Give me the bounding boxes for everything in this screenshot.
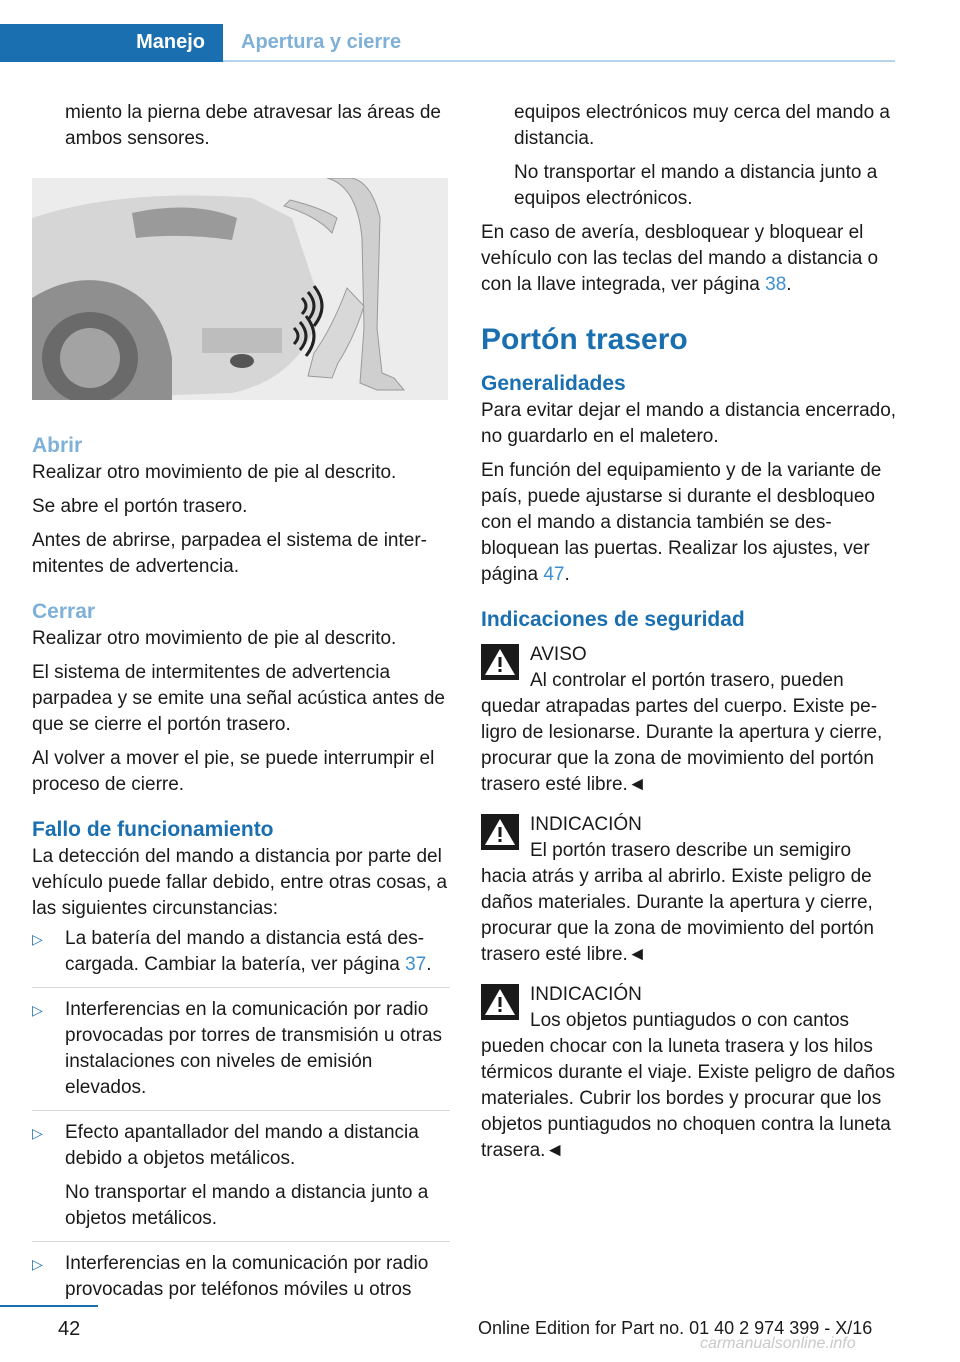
fallo-intro: La detección del mando a distancia por parte del vehículo puede fallar debido, entre otras cosas, a las siguientes circunstancias: (32, 846, 448, 919)
porton-heading: Portón trasero (481, 323, 688, 356)
averia-text: En caso de avería, desbloquear y bloquear el vehículo con las teclas del mando a distancia o con la llave integrada, ver página (481, 222, 879, 295)
warning-rest: hacia atrás y arriba al abrirlo. Existe peligro de daños materiales. Durante la apertura y cierre, procurar que la zona de movimiento del portón trasero esté libre.◄ (481, 866, 874, 965)
section-tab (0, 24, 223, 62)
abrir-p1: Realizar otro movimiento de pie al descrito. (32, 462, 397, 483)
warning-triangle-icon (481, 644, 519, 680)
footer-divider (0, 1305, 98, 1307)
triangle-bullet-icon: ▷ (32, 1125, 43, 1141)
page-link-38[interactable]: 38 (765, 274, 787, 295)
left-column (32, 100, 450, 1321)
right-column (481, 100, 901, 1178)
warning-title: INDICACIÓN (530, 814, 642, 835)
triangle-bullet-icon: ▷ (32, 1002, 43, 1018)
warning-rest: pueden chocar con la luneta trasera y los hilos térmicos durante el viaje. Existe peligro de daños materiales. Cubrir los bordes y procurar que los objetos puntiagudos no choquen contra la luneta trasera.◄ (481, 1036, 896, 1161)
warning-first-line: Al controlar el portón trasero, pueden (530, 670, 844, 691)
abrir-heading: Abrir (32, 434, 83, 457)
list-item: ▷ La batería del mando a distancia está descargada. Cambiar la batería, ver página 37. (32, 926, 450, 988)
list-item (32, 997, 450, 1111)
cerrar-p1: Realizar otro movimiento de pie al descrito. (32, 628, 397, 649)
warning-title: INDICACIÓN (530, 984, 642, 1005)
section-label: Manejo (136, 31, 205, 53)
fallo-item2-text: Interferencias en la comunicación por radio provocadas por torres de transmisión u otras instalaciones con niveles de emisión elevados. (65, 999, 443, 1098)
page-header (0, 24, 895, 62)
cerrar-heading: Cerrar (32, 600, 96, 623)
list-item (32, 1251, 450, 1312)
list-item (32, 1120, 450, 1242)
fallo-list (32, 926, 450, 1312)
generalidades-p1: Para evitar dejar el mando a distancia encerrado, no guardarlo en el maletero. (481, 400, 897, 447)
continued-text-2: No transportar el mando a distancia junto a equipos electrónicos. (514, 162, 878, 209)
watermark: carmanualsonline.info (700, 1335, 856, 1352)
intro-paragraph: miento la pierna debe atravesar las áreas de ambos sensores. (65, 102, 442, 149)
warning-block-aviso (481, 642, 901, 798)
car-rear-kick-illustration (32, 178, 448, 400)
warning-triangle-icon (481, 984, 519, 1020)
fallo-item1-text: La batería del mando a distancia está descargada. Cambiar la batería, ver página (65, 928, 425, 975)
tailgate-sensor-illustration (32, 178, 448, 400)
header-divider (223, 60, 895, 62)
edition-text: Online Edition for Part no. 01 40 2 974 399 - X/16 (478, 1318, 873, 1338)
page-link-37[interactable]: 37 (405, 954, 427, 975)
warning-block-indicacion-2 (481, 982, 901, 1164)
subsection-label: Apertura y cierre (241, 31, 402, 53)
cerrar-p3: Al volver a mover el pie, se puede interrumpir el proceso de cierre. (32, 748, 435, 795)
warning-title: AVISO (530, 644, 587, 665)
warning-triangle-icon (481, 814, 519, 850)
warning-block-indicacion-1 (481, 812, 901, 968)
warning-first-line: Los objetos puntiagudos o con cantos (530, 1010, 850, 1031)
generalidades-heading: Generalidades (481, 372, 626, 395)
warning-rest: quedar atrapadas partes del cuerpo. Existe peligro de lesionarse. Durante la apertura y cierre, procurar que la zona de movimiento del portón trasero esté libre.◄ (481, 696, 883, 795)
abrir-p2: Se abre el portón trasero. (32, 496, 248, 517)
fallo-heading: Fallo de funcionamiento (32, 818, 274, 841)
cerrar-p2: El sistema de intermitentes de advertencia parpadea y se emite una señal acústica antes de que se cierre el portón trasero. (32, 662, 445, 735)
averia-paragraph: En caso de avería, desbloquear y bloquear el vehículo con las teclas del mando a distancia o con la llave integrada, ver página 38. (481, 222, 879, 295)
continued-text-1: equipos electrónicos muy cerca del mando a distancia. (514, 102, 890, 149)
triangle-bullet-icon: ▷ (32, 1256, 43, 1272)
fallo-item3-text: Efecto apantallador del mando a distancia debido a objetos metálicos. (65, 1122, 419, 1169)
page-link-47[interactable]: 47 (543, 564, 565, 585)
page-number: 42 (58, 1318, 81, 1340)
warning-first-line: El portón trasero describe un semigiro (530, 840, 852, 861)
fallo-item4-text: Interferencias en la comunicación por radio provocadas por teléfonos móviles u otros (65, 1253, 429, 1300)
generalidades-p2: En función del equipamiento y de la variante de país, puede ajustarse si durante el desbloqueo con el mando a distancia también se desbloquean las puertas. Realizar los ajustes, ver página 47. (481, 460, 882, 585)
seguridad-heading: Indicaciones de seguridad (481, 608, 745, 631)
abrir-p3: Antes de abrirse, parpadea el sistema de intermitentes de advertencia. (32, 530, 427, 577)
generalidades-p2-text: En función del equipamiento y de la variante de país, puede ajustarse si durante el desbloqueo con el mando a distancia también se desbloquean las puertas. Realizar los ajustes, ver página (481, 460, 882, 585)
fallo-item3-note: No transportar el mando a distancia junto a objetos metálicos. (65, 1182, 429, 1229)
triangle-bullet-icon: ▷ (32, 931, 43, 947)
